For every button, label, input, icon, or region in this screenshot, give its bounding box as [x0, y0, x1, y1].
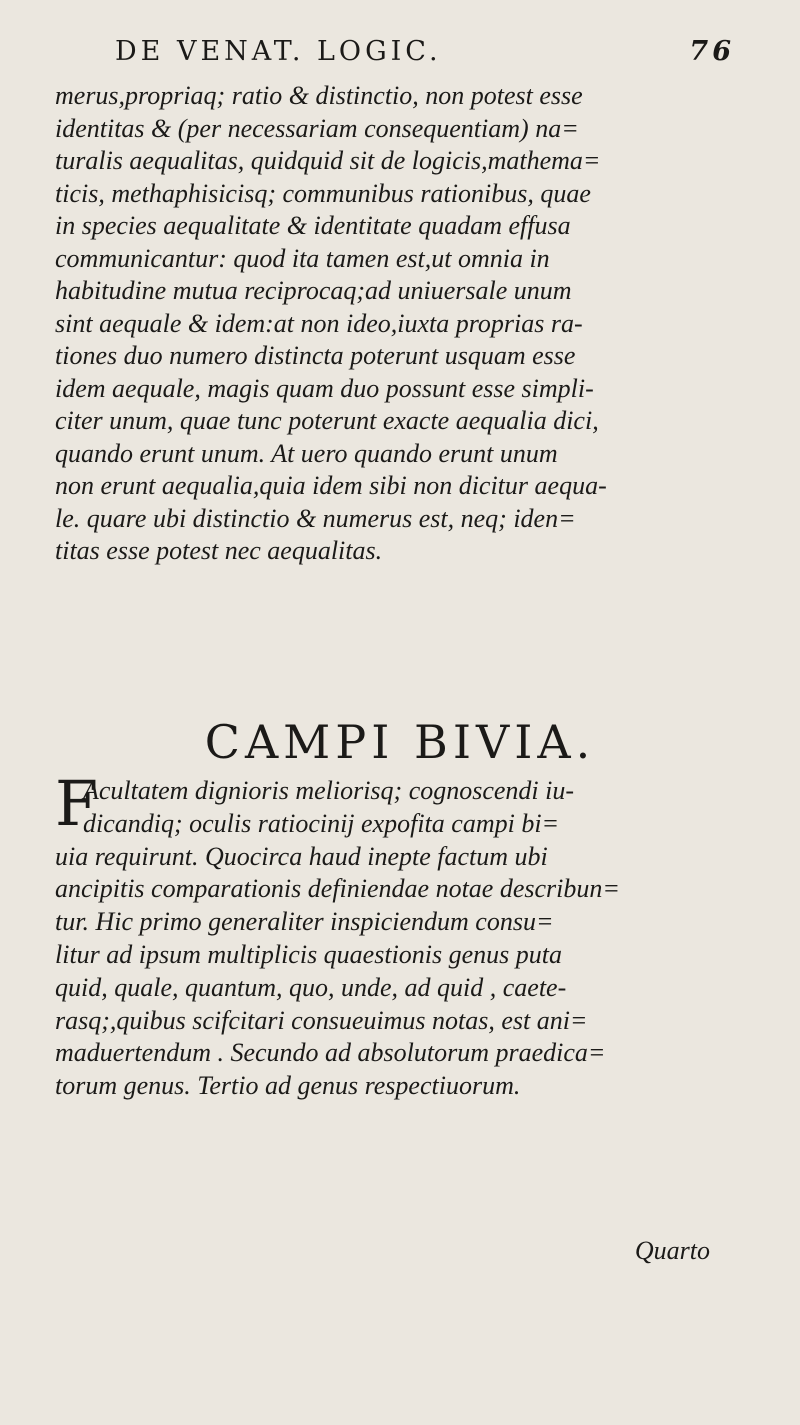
text-line: identitas & (per necessariam consequentiam) na= [55, 113, 579, 143]
text-line: litur ad ipsum multiplicis quaestionis genus puta [55, 939, 563, 969]
text-line: ancipitis comparationis definiendae notae describun= [55, 874, 620, 904]
text-line: titas esse potest nec aequalitas. [55, 536, 383, 565]
text-line: turalis aequalitas, quidquid sit de logicis,mathema= [55, 146, 601, 175]
text-line: uia requirunt. Quocirca haud inepte factum ubi [55, 841, 548, 871]
text-line: quid, quale, quantum, quo, unde, ad quid , caete- [55, 972, 567, 1002]
text-line: habitudine mutua reciprocaq;ad uniuersale unum [55, 276, 572, 305]
text-line: non erunt aequalia,quia idem sibi non dicitur aequa- [55, 471, 607, 500]
paragraph-1 [55, 80, 745, 568]
running-header [115, 36, 735, 76]
text-line: quando erunt unum. At uero quando erunt unum [55, 438, 558, 468]
text-line: idem aequale, magis quam duo possunt esse simpli- [55, 373, 594, 403]
text-line: citer unum, quae tunc poterunt exacte aequalia dici, [55, 406, 599, 435]
text-line: tur. Hic primo generaliter inspiciendum consu= [55, 907, 554, 937]
text-line: sint aequale & idem:at non ideo,iuxta proprias ra- [55, 308, 583, 338]
text-line: tiones duo numero distincta poterunt usquam esse [55, 341, 576, 370]
text-line: communicantur: quod ita tamen est,ut omnia in [55, 243, 550, 273]
page-number: 76 [689, 36, 735, 67]
paragraph-2 [55, 767, 745, 1103]
text-line: le. quare ubi distinctio & numerus est, neq; iden= [55, 503, 576, 533]
section-heading: CAMPI BIVIA. [204, 715, 596, 769]
drop-cap: F [55, 767, 99, 840]
text-line: in species aequalitate & identitate quadam effusa [55, 211, 571, 240]
catchword: Quarto [634, 1236, 710, 1265]
text-line: maduertendum . Secundo ad absolutorum praedica= [55, 1038, 606, 1068]
text-line: Acultatem dignioris meliorisq; cognoscendi iu- [83, 776, 575, 805]
text-line: torum genus. Tertio ad genus respectiuorum. [55, 1071, 521, 1101]
text-line: rasq;,quibus scifcitari consueuimus notas, est ani= [55, 1005, 588, 1035]
text-line: ticis, methaphisicisq; communibus rationibus, quae [55, 178, 591, 208]
text-line: dicandiq; oculis ratiocinij expofita campi bi= [83, 808, 560, 838]
running-title: DE VENAT. LOGIC. [115, 36, 442, 67]
text-line: merus,propriaq; ratio & distinctio, non potest esse [55, 81, 583, 110]
